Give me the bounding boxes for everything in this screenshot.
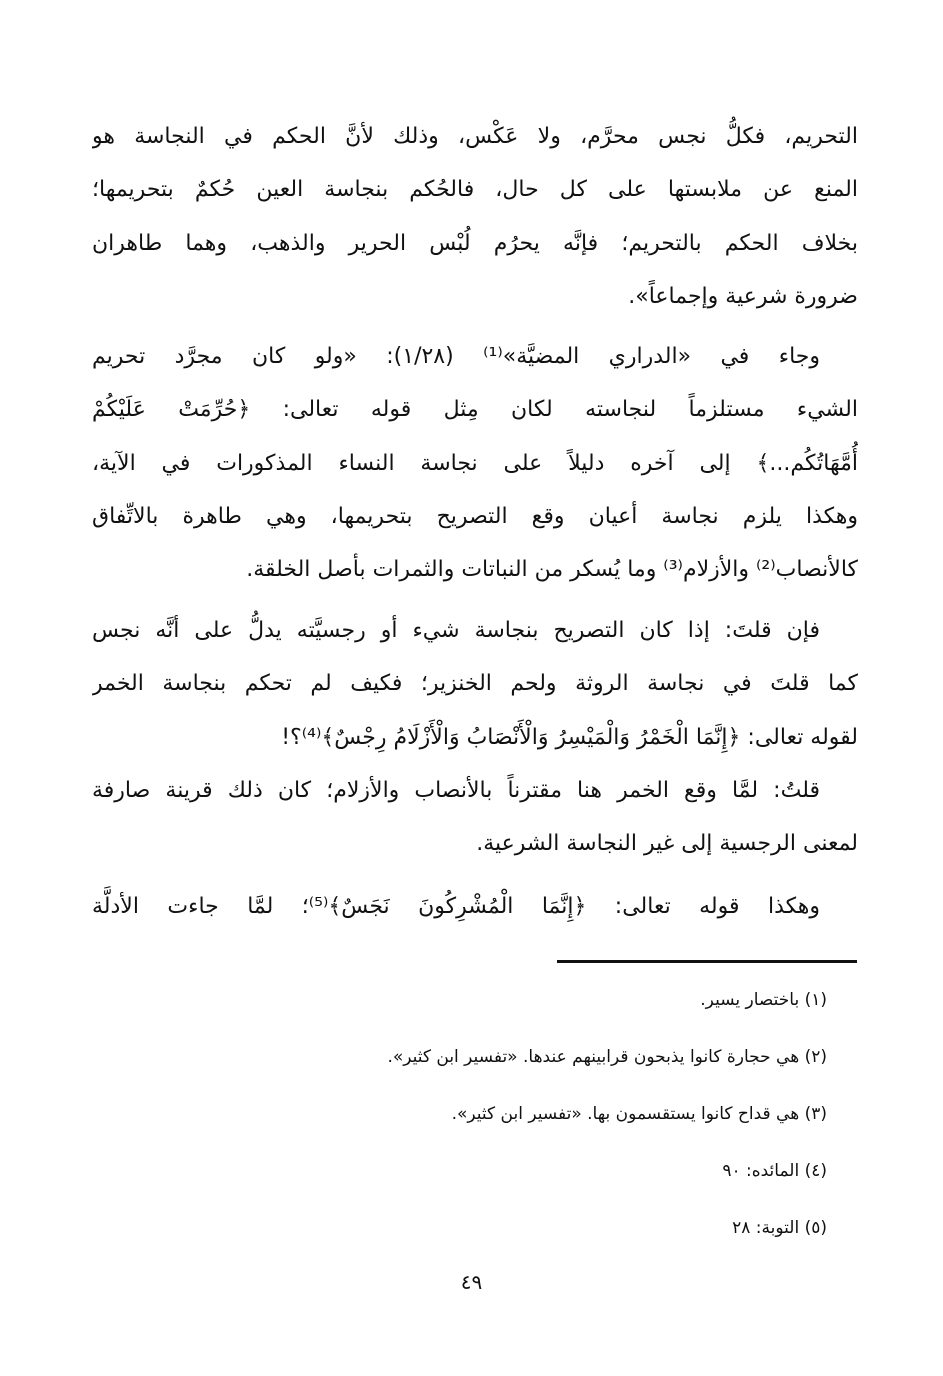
paragraph-5	[92, 880, 858, 933]
paragraph-2	[92, 330, 858, 596]
text-line: لمعنى الرجسية إلى غير النجاسة الشرعية.	[476, 831, 858, 857]
text-line: وجاء في «الدراري المضيَّة»⁽¹⁾ (١/٢٨): «ولو كان مجرَّد تحريم	[92, 344, 820, 369]
text-line: لقوله تعالى: ﴿إِنَّمَا الْخَمْرُ وَالْمَيْسِرُ وَالْأَنْصَابُ وَالْأَزْلَامُ رِجْسٌ﴾⁽⁴⁾؟!	[281, 724, 858, 750]
text-line: ضرورة شرعية وإجماعاً».	[628, 283, 858, 309]
paragraph-1	[92, 110, 858, 323]
page-number: ٤٩	[460, 1270, 483, 1294]
footnote-1: (١) باختصار يسير.	[700, 990, 827, 1010]
text-line: أُمَّهَاتُكُم...﴾ إلى آخره دليلاً على نجاسة النساء المذكورات في الآية،	[92, 450, 858, 476]
footnote-4: (٤) المائده: ٩٠	[722, 1161, 827, 1181]
text-line: وهكذا قوله تعالى: ﴿إِنَّمَا الْمُشْرِكُونَ نَجَسٌ﴾⁽⁵⁾؛ لمَّا جاءت الأدلَّة	[92, 894, 820, 919]
footnote-separator	[557, 960, 857, 963]
text-line: كالأنصاب⁽²⁾ والأزلام⁽³⁾ وما يُسكر من النباتات والثمرات بأصل الخلقة.	[246, 557, 858, 583]
footnote-3: (٣) هي قداح كانوا يستقسمون بها. «تفسير ابن كثير».	[451, 1104, 827, 1124]
text-line: الشيء مستلزماً لنجاسته لكان مِثل قوله تعالى: ﴿حُرِّمَتْ عَلَيْكُمْ	[92, 397, 858, 423]
text-line: التحريم، فكلُّ نجس محرَّم، ولا عَكْس، وذلك لأنَّ الحكم في النجاسة هو	[92, 124, 858, 149]
text-line: بخلاف الحكم بالتحريم؛ فإنَّه يحرُم لُبْس الحرير والذهب، وهما طاهران	[92, 230, 858, 256]
paragraph-3	[92, 604, 858, 764]
text-line: المنع عن ملابستها على كل حال، فالحُكم بنجاسة العين حُكمٌ بتحريمها؛	[92, 177, 858, 203]
footnote-2: (٢) هي حجارة كانوا يذبحون قرابينهم عندها. «تفسير ابن كثير».	[387, 1047, 827, 1067]
text-line: قلتُ: لمَّا وقع الخمر هنا مقترناً بالأنصاب والأزلام؛ كان ذلك قرينة صارفة	[92, 778, 820, 803]
text-line: وهكذا يلزم نجاسة أعيان وقع التصريح بتحريمها، وهي طاهرة بالاتِّفاق	[92, 503, 858, 529]
paragraph-4	[92, 764, 858, 871]
text-line: كما قلتَ في نجاسة الروثة ولحم الخنزير؛ فكيف لم تحكم بنجاسة الخمر	[92, 671, 858, 697]
footnote-5: (٥) التوبة: ٢٨	[732, 1218, 827, 1238]
text-line: فإن قلتَ: إذا كان التصريح بنجاسة شيء أو رجسيَّته يدلُّ على أنَّه نجس	[92, 618, 820, 643]
footnotes	[92, 980, 827, 1265]
